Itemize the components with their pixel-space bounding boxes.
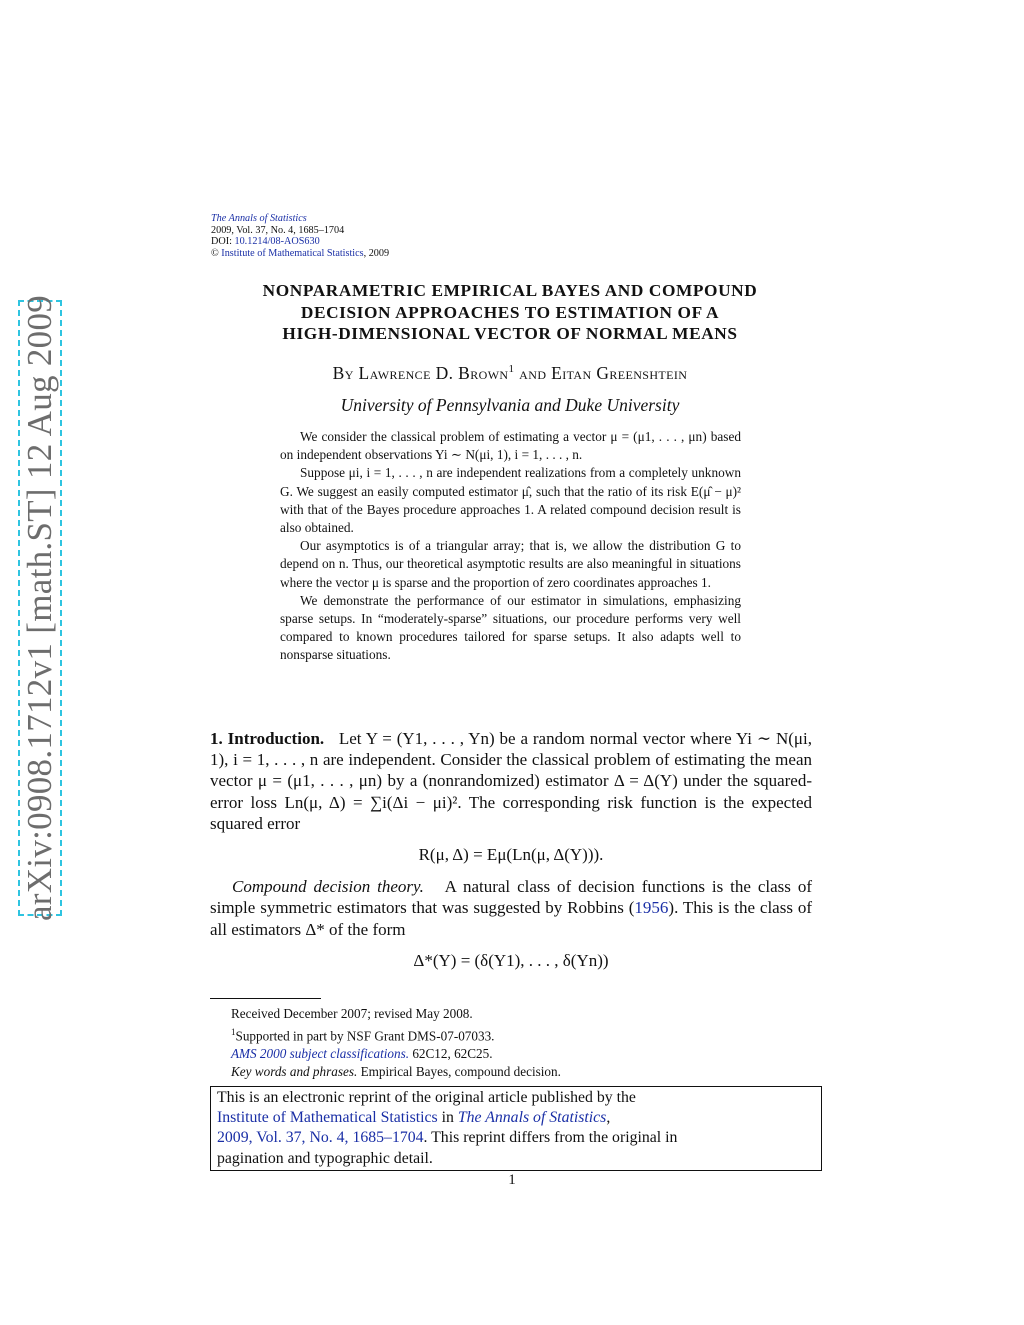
- title-line: DECISION APPROACHES TO ESTIMATION OF A: [300, 302, 720, 322]
- author-line: [200, 363, 820, 384]
- arxiv-stamp: arXiv:0908.1712v1 [math.ST] 12 Aug 2009: [20, 294, 59, 922]
- section-heading: 1. Introduction.: [210, 729, 325, 748]
- reprint-notice: This is an electronic reprint of the original article published by the Institute of Mathematical Statistics in The Annals of Statistics, 2009, Vol. 37, No. 4, 1685–1704. This reprint differs from the original in pagination and typographic detail.: [210, 1086, 822, 1171]
- reprint-ims-link[interactable]: Institute of Mathematical Statistics: [217, 1109, 438, 1127]
- abstract-paragraph: We consider the classical problem of estimating a vector μ = (μ1, . . . , μn) based on independent observations Yi ∼ N(μi, 1), i = 1, . . . , n.: [280, 429, 741, 463]
- intro-text: Let Y = (Y1, . . . , Yn) be a random normal vector where Yi ∼ N(μi, 1), i = 1, . . . , n are independent. Consider the classical problem of estimating the mean vector μ = (μ1, . . . , μn) by a (nonrandomized) estimator Δ = Δ(Y) under the squared-error loss Ln(μ, Δ) = ∑i(Δi − μi)². The corresponding risk function is the expected squared error: [210, 729, 812, 833]
- reprint-journal-link[interactable]: The Annals of Statistics: [457, 1109, 607, 1127]
- journal-header: [211, 213, 389, 259]
- page-number: 1: [508, 1172, 516, 1188]
- affiliation: University of Pennsylvania and Duke University: [340, 395, 680, 415]
- estimator-equation: Δ*(Y) = (δ(Y1), . . . , δ(Yn)): [413, 950, 609, 970]
- keywords-note: Key words and phrases. Empirical Bayes, compound decision.: [231, 1064, 561, 1080]
- title-line: NONPARAMETRIC EMPIRICAL BAYES AND COMPOUND: [262, 281, 758, 300]
- title-line: HIGH-DIMENSIONAL VECTOR OF NORMAL MEANS: [282, 324, 738, 343]
- abstract: [280, 428, 741, 665]
- intro-paragraph: [210, 728, 812, 834]
- abstract-paragraph: Our asymptotics is of a triangular array; that is, we allow the distribution G to depend on n. Thus, our theoretical asymptotic results are also meaningful in situations where the vector μ is sparse and the proportion of zero coordinates approaches 1.: [280, 538, 741, 590]
- journal-volume: 2009, Vol. 37, No. 4, 1685–1704: [211, 224, 345, 236]
- paper-title: [200, 280, 820, 345]
- citation-link[interactable]: 1956: [634, 898, 669, 918]
- footnote-rule: [210, 998, 321, 999]
- subsection-heading: Compound decision theory.: [232, 877, 424, 897]
- abstract-paragraph: We demonstrate the performance of our estimator in simulations, emphasizing sparse setups. In “moderately-sparse” situations, our procedure performs very well compared to known procedures tailored for sparse setups. It also adapts well to nonsparse situations.: [280, 592, 741, 663]
- support-note: $^1$Supported in part by NSF Grant DMS-07-07033.: [231, 1027, 495, 1044]
- footnotes: [210, 1005, 561, 1081]
- ims-link[interactable]: Institute of Mathematical Statistics: [221, 247, 364, 259]
- ams-note: AMS 2000 subject classifications. 62C12, 62C25.: [231, 1046, 493, 1062]
- compound-paragraph: Compound decision theory. A natural class of decision functions is the class of simple symmetric estimators that was suggested by Robbins (1956). This is the class of all estimators Δ* of the form: [210, 877, 813, 939]
- doi-link[interactable]: 10.1214/08-AOS630: [234, 236, 320, 247]
- main-text: [210, 728, 812, 982]
- journal-doi: DOI: 10.1214/08-AOS630: [211, 236, 320, 247]
- abstract-paragraph: Suppose μi, i = 1, . . . , n are independent realizations from a completely unknown G. We suggest an easily computed estimator μ̂, such that the ratio of its risk E(μ̂ − μ)² with that of the Bayes procedure approaches 1. A related compound decision result is also obtained.: [280, 465, 741, 536]
- author-footnote-mark: 1: [508, 363, 515, 376]
- received-note: Received December 2007; revised May 2008.: [231, 1006, 473, 1021]
- journal-name[interactable]: The Annals of Statistics: [211, 213, 307, 224]
- ams-link[interactable]: AMS 2000 subject classifications.: [231, 1046, 410, 1062]
- journal-copyright: © Institute of Mathematical Statistics, 2009: [211, 247, 390, 259]
- reprint-citation-link[interactable]: 2009, Vol. 37, No. 4, 1685–1704: [217, 1129, 424, 1147]
- risk-equation: R(μ, Δ) = Eμ(Ln(μ, Δ(Y))).: [418, 845, 604, 865]
- author-secondary: and Eitan Greenshtein: [514, 363, 688, 383]
- author-primary: By Lawrence D. Brown: [332, 363, 509, 383]
